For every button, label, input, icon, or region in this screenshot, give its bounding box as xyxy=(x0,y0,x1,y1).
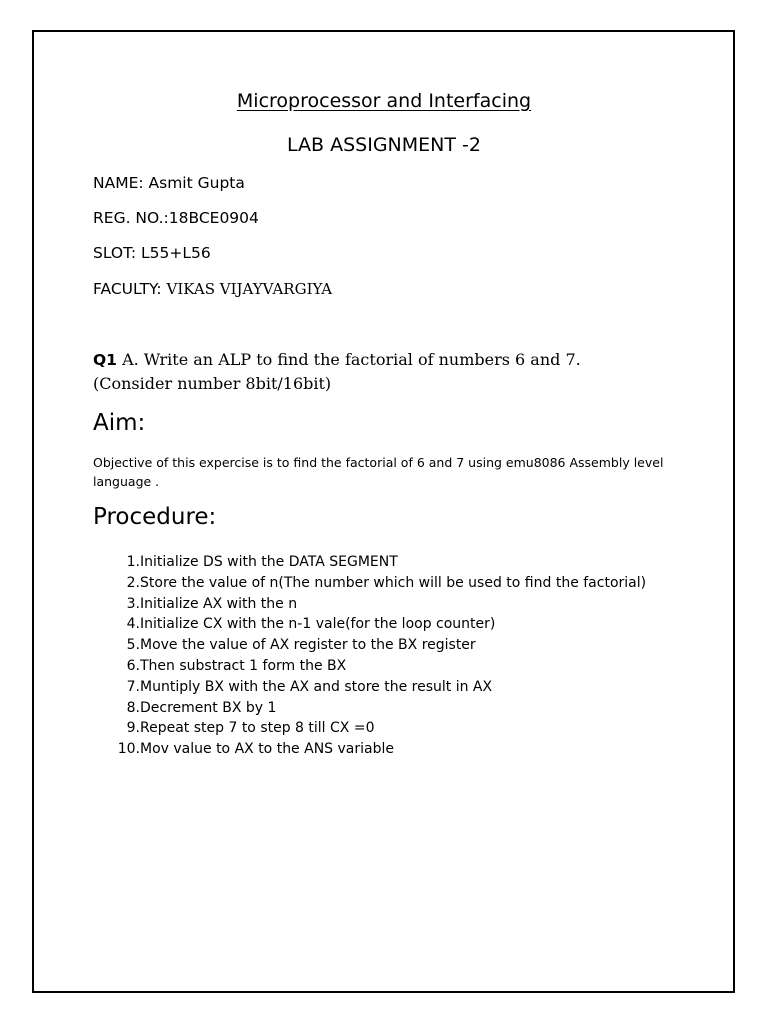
step-text: Initialize CX with the n-1 vale(for the loop counter) xyxy=(140,616,496,633)
reg-label: REG. NO.: xyxy=(93,209,169,227)
step-text: Move the value of AX register to the BX register xyxy=(140,637,476,654)
procedure-list xyxy=(100,552,720,760)
step-number: 1. xyxy=(126,554,140,570)
step-text: Initialize DS with the DATA SEGMENT xyxy=(140,554,398,570)
faculty-value: VIKAS VIJAYVARGIYA xyxy=(166,280,333,298)
step-text: Store the value of n(The number which will be used to find the factorial) xyxy=(140,574,647,591)
step-text: Decrement BX by 1 xyxy=(140,699,277,716)
assignment-title: LAB ASSIGNMENT -2 xyxy=(287,134,481,156)
aim-text: Objective of this expercise is to find the factorial of 6 and 7 using emu8086 Assembly level language . xyxy=(93,455,664,489)
step-number: 5. xyxy=(126,637,140,654)
procedure-step xyxy=(100,635,720,656)
procedure-step xyxy=(100,698,720,719)
procedure-heading: Procedure: xyxy=(93,504,217,530)
slot-label: SLOT: xyxy=(93,244,137,262)
reg-line xyxy=(93,209,259,227)
question-line-2: (Consider number 8bit/16bit) xyxy=(93,374,332,393)
procedure-step xyxy=(100,739,720,760)
step-number: 9. xyxy=(126,720,140,737)
name-label: NAME: xyxy=(93,174,144,192)
question-block xyxy=(93,348,693,396)
step-text: Muntiply BX with the AX and store the result in AX xyxy=(140,678,493,695)
step-text: Mov value to AX to the ANS variable xyxy=(140,741,394,758)
procedure-step xyxy=(100,573,720,594)
procedure-step xyxy=(100,677,720,698)
procedure-step xyxy=(100,656,720,677)
name-line xyxy=(93,174,245,192)
step-text: Initialize AX with the n xyxy=(140,595,298,612)
step-number: 4. xyxy=(126,616,140,633)
step-number: 3. xyxy=(126,595,140,612)
step-number: 8. xyxy=(126,699,140,716)
procedure-step xyxy=(100,594,720,615)
step-number: 10. xyxy=(117,741,140,758)
course-title: Microprocessor and Interfacing xyxy=(236,90,532,112)
aim-heading: Aim: xyxy=(93,410,146,436)
name-value: Asmit Gupta xyxy=(148,174,245,192)
procedure-step xyxy=(100,718,720,739)
step-number: 7. xyxy=(126,678,140,695)
procedure-step xyxy=(100,552,720,573)
step-number: 6. xyxy=(126,657,140,674)
reg-value: 18BCE0904 xyxy=(168,209,259,227)
question-line-1: A. Write an ALP to find the factorial of numbers 6 and 7. xyxy=(122,350,581,369)
step-number: 2. xyxy=(126,574,140,591)
slot-line xyxy=(93,244,211,262)
procedure-step xyxy=(100,614,720,635)
step-text: Then substract 1 form the BX xyxy=(140,657,347,674)
step-text: Repeat step 7 to step 8 till CX =0 xyxy=(140,720,375,737)
question-number: Q1 xyxy=(93,351,117,369)
slot-value: L55+L56 xyxy=(141,244,211,262)
faculty-label: FACULTY: xyxy=(93,280,162,298)
faculty-line xyxy=(93,280,332,298)
